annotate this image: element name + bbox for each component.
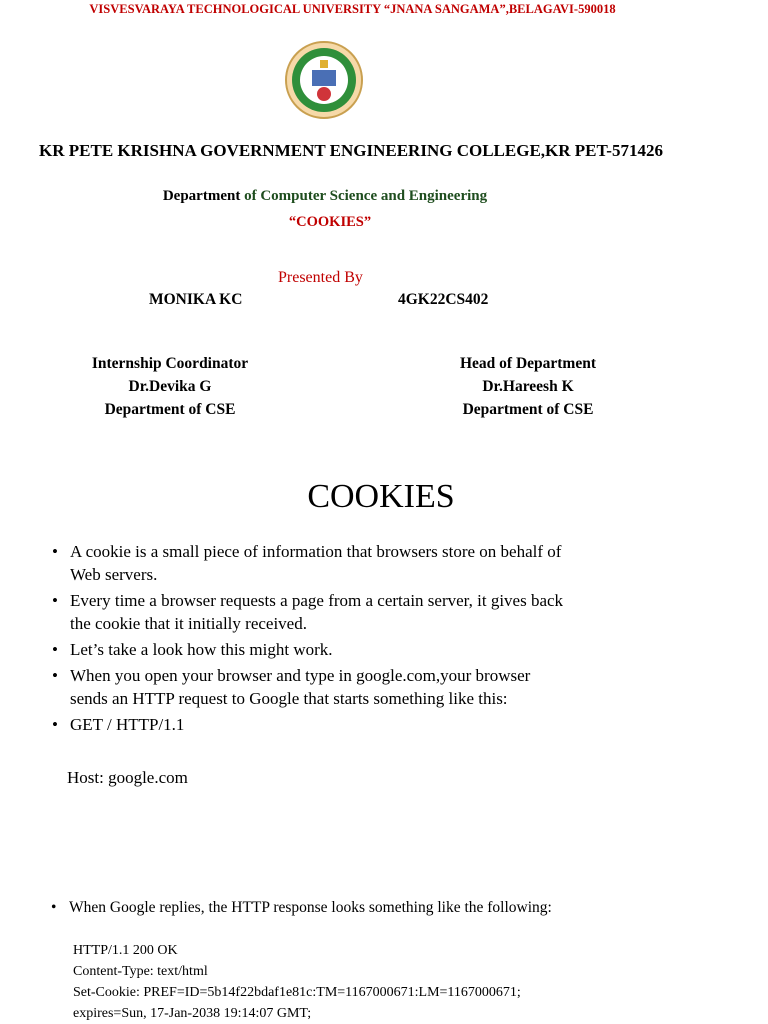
http-response — [73, 940, 521, 1024]
presenter-usn: 4GK22CS402 — [398, 291, 489, 308]
coordinator-dept: Department of CSE — [104, 401, 236, 418]
response-bullet-list — [51, 898, 571, 918]
presenter-name: MONIKA KC — [149, 291, 243, 308]
list-item: • GET / HTTP/1.1 — [52, 713, 572, 736]
cookie-bullet-list — [52, 540, 572, 739]
coordinator-block — [0, 352, 340, 421]
coordinator-role: Internship Coordinator — [91, 355, 249, 372]
list-item: • When Google replies, the HTTP response looks something like the following: — [51, 898, 571, 918]
department-line — [0, 188, 650, 205]
university-header: VISVESVARAYA TECHNOLOGICAL UNIVERSITY “JNANA SANGAMA”,BELAGAVI-590018 — [89, 2, 616, 16]
department-name: of Computer Science and Engineering — [240, 188, 488, 204]
slide-heading: COOKIES — [307, 478, 455, 515]
university-logo — [284, 40, 364, 120]
coordinator-name: Dr.Devika G — [128, 378, 212, 395]
hod-dept: Department of CSE — [462, 401, 594, 418]
host-line: Host: google.com — [67, 768, 188, 787]
list-item: • When you open your browser and type in google.com,your browser sends an HTTP request to Google that starts something like this: — [52, 664, 572, 710]
hod-role: Head of Department — [459, 355, 597, 372]
http-response-line: Content-Type: text/html — [73, 964, 208, 979]
hod-name: Dr.Hareesh K — [482, 378, 574, 395]
college-name: KR PETE KRISHNA GOVERNMENT ENGINEERING COLLEGE,KR PET-571426 — [39, 141, 663, 160]
presented-by: Presented By — [278, 269, 363, 286]
department-prefix: Department — [162, 188, 241, 204]
hod-block — [400, 352, 656, 421]
http-response-line: expires=Sun, 17-Jan-2038 19:14:07 GMT; — [73, 1006, 312, 1021]
project-title: “COOKIES” — [288, 214, 372, 230]
http-response-line: HTTP/1.1 200 OK — [73, 943, 178, 958]
list-item: • A cookie is a small piece of information that browsers store on behalf of Web servers. — [52, 540, 572, 586]
list-item: • Every time a browser requests a page from a certain server, it gives back the cookie that it initially received. — [52, 589, 572, 635]
http-response-line: Set-Cookie: PREF=ID=5b14f22bdaf1e81c:TM=1167000671:LM=1167000671; — [73, 985, 521, 1000]
list-item: • Let’s take a look how this might work. — [52, 638, 572, 661]
